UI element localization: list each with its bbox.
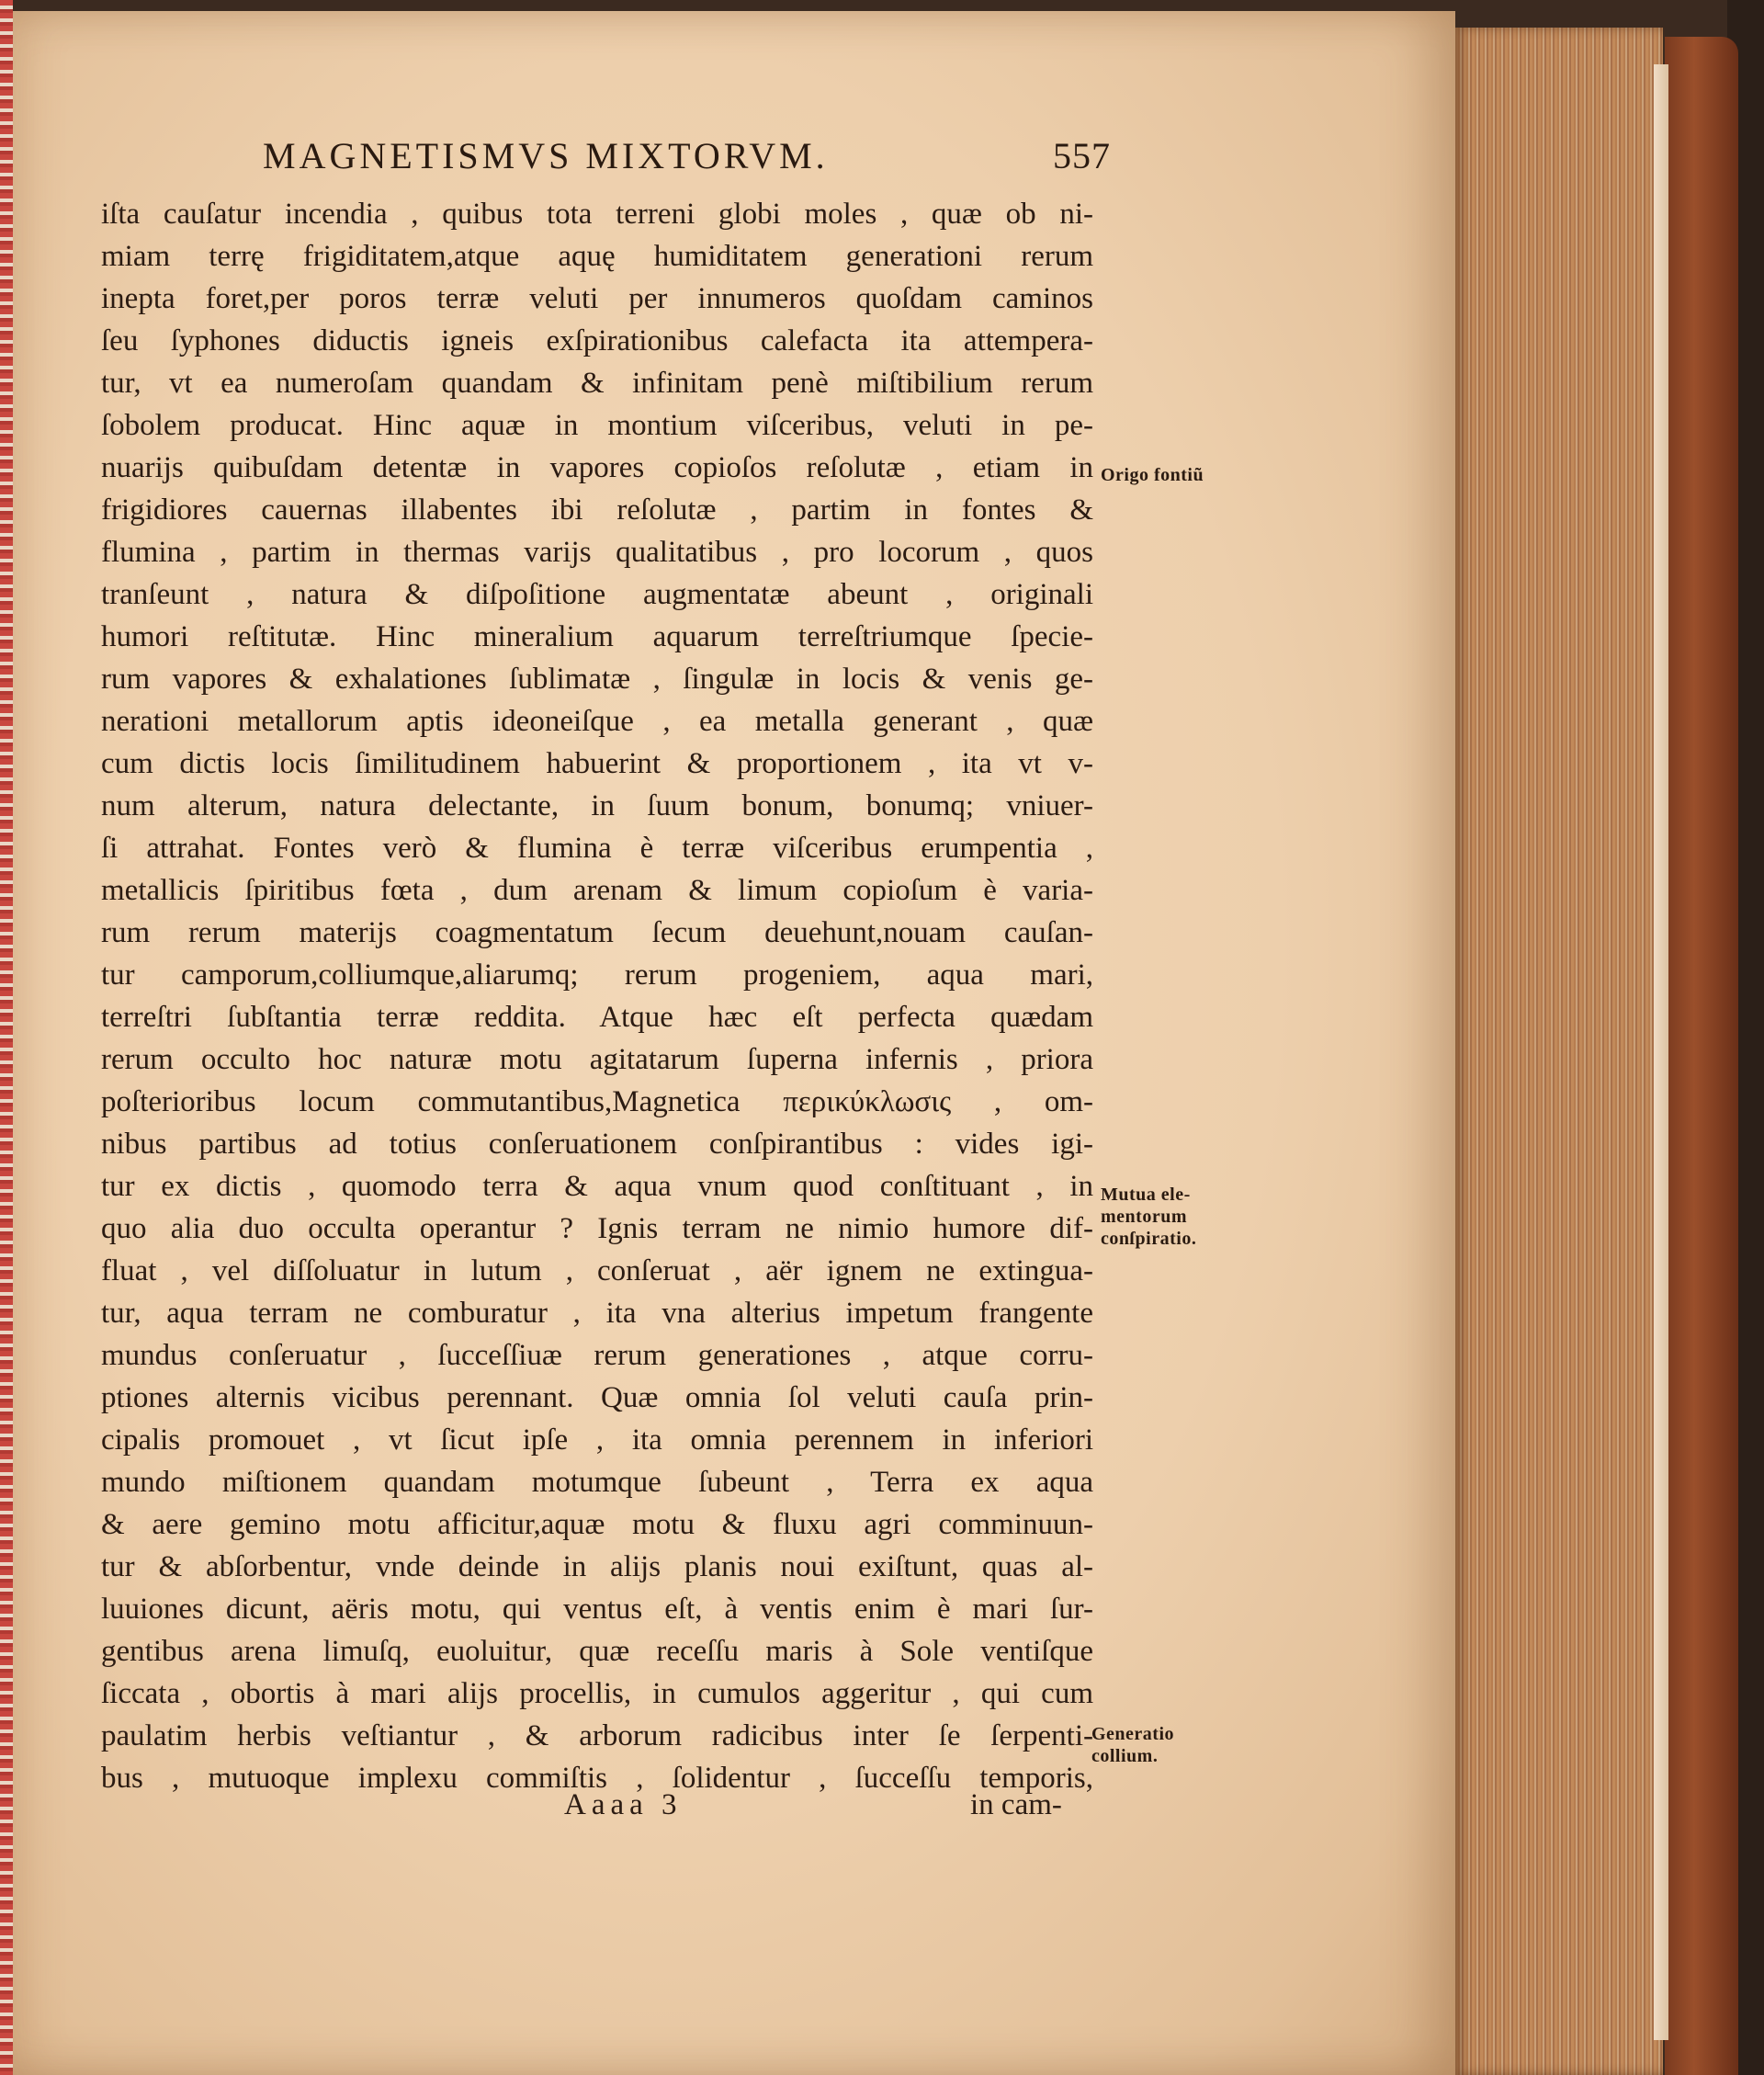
text-line: rum rerum materijs coagmentatum ſecum deuehunt,nouam cauſan- [101, 916, 1093, 949]
page-block-edge [1455, 28, 1663, 2075]
margin-note-origo-fontium [1101, 464, 1204, 486]
text-line: miam terrę frigiditatem,atque aquę humiditatem generationi rerum [101, 240, 1093, 273]
text-line: tur, vt ea numeroſam quandam & infinitam penè miſtibilium rerum [101, 367, 1093, 400]
margin-note-line: conſpiratio. [1101, 1229, 1197, 1249]
text-line: ſobolem producat. Hinc aquæ in montium viſceribus, veluti in pe- [101, 409, 1093, 442]
margin-note-line: mentorum [1101, 1207, 1187, 1227]
text-line: nibus partibus ad totius conſeruationem conſpirantibus : vides igi- [101, 1128, 1093, 1161]
margin-note-line: Generatio [1091, 1724, 1175, 1744]
main-text-block [101, 193, 1093, 1799]
text-line: terreſtri ſubſtantia terræ reddita. Atque hæc eſt perfecta quædam [101, 1001, 1093, 1034]
margin-note-line: collium. [1091, 1746, 1159, 1766]
right-cover-board [1665, 37, 1738, 2075]
text-line: ſeu ſyphones diductis igneis exſpirationibus calefacta ita attempera- [101, 324, 1093, 357]
text-line: tranſeunt , natura & diſpoſitione augmentatæ abeunt , originali [101, 578, 1093, 611]
running-title: MAGNETISMVS MIXTORVM. [263, 135, 829, 176]
text-line: luuiones dicunt, aëris motu, qui ventus eſt, à ventis enim è mari ſur- [101, 1593, 1093, 1626]
text-line: poſterioribus locum commutantibus,Magnetica περικύκλωσις , om- [101, 1085, 1093, 1118]
page-edge-highlight [1654, 64, 1668, 2040]
text-line: paulatim herbis veſtiantur , & arborum radicibus inter ſe ſerpenti- [101, 1719, 1093, 1752]
margin-note-line: Mutua ele- [1101, 1185, 1191, 1205]
text-line: humori reſtitutæ. Hinc mineralium aquarum terreſtriumque ſpecie- [101, 620, 1093, 653]
text-line: cum dictis locis ſimilitudinem habuerint & proportionem , ita vt v- [101, 747, 1093, 780]
page-number: 557 [1053, 135, 1111, 176]
text-line: iſta cauſatur incendia , quibus tota terreni globi moles , quæ ob ni- [101, 198, 1093, 231]
text-line: rerum occulto hoc naturæ motu agitatarum ſuperna infernis , priora [101, 1043, 1093, 1076]
text-line: tur camporum,colliumque,aliarumq; rerum progeniem, aqua mari, [101, 958, 1093, 992]
text-line: ſi attrahat. Fontes verò & flumina è terræ viſceribus erumpentia , [101, 832, 1093, 865]
text-line: quo alia duo occulta operantur ? Ignis terram ne nimio humore dif- [101, 1212, 1093, 1245]
text-line: mundo miſtionem quandam motumque ſubeunt , Terra ex aqua [101, 1466, 1093, 1499]
running-header [263, 134, 1111, 180]
text-line: ſiccata , obortis à mari alijs procellis, in cumulos aggeritur , qui cum [101, 1677, 1093, 1710]
left-cover-edge [0, 0, 13, 2075]
text-line: inepta foret,per poros terræ veluti per innumeros quoſdam caminos [101, 282, 1093, 315]
text-line: bus , mutuoque implexu commiſtis , ſolidentur , ſucceſſu temporis, [101, 1762, 1093, 1795]
text-line: nerationi metallorum aptis ideoneiſque , ea metalla generant , quæ [101, 705, 1093, 738]
text-line: flumina , partim in thermas varijs qualitatibus , pro locorum , quos [101, 536, 1093, 569]
text-line: num alterum, natura delectante, in ſuum bonum, bonumq; vniuer- [101, 789, 1093, 822]
catchword: in cam- [970, 1788, 1062, 1821]
text-line: fluat , vel diſſoluatur in lutum , conſeruat , aër ignem ne extingua- [101, 1254, 1093, 1287]
margin-note-mutua-conspiratio [1101, 1184, 1196, 1250]
text-line: nuarijs quibuſdam detentæ in vapores copioſos reſolutæ , etiam in [101, 451, 1093, 484]
margin-note-line: Origo fontiũ [1101, 465, 1204, 485]
text-line: frigidiores cauernas illabentes ibi reſolutæ , partim in fontes & [101, 493, 1093, 527]
text-line: gentibus arena limuſq, euoluitur, quæ receſſu maris à Sole ventiſque [101, 1635, 1093, 1668]
text-line: mundus conſeruatur , ſucceſſiuæ rerum generationes , atque corru- [101, 1339, 1093, 1372]
text-line: tur ex dictis , quomodo terra & aqua vnum quod conſtituant , in [101, 1170, 1093, 1203]
signature-mark: Aaaa 3 [564, 1788, 683, 1821]
text-line: tur, aqua terram ne comburatur , ita vna alterius impetum frangente [101, 1297, 1093, 1330]
text-line: cipalis promouet , vt ſicut ipſe , ita omnia perennem in inferiori [101, 1423, 1093, 1457]
text-line: ptiones alternis vicibus perennant. Quæ omnia ſol veluti cauſa prin- [101, 1381, 1093, 1414]
text-line: tur & abſorbentur, vnde deinde in alijs planis noui exiſtunt, quas al- [101, 1550, 1093, 1583]
text-line: & aere gemino motu afficitur,aquæ motu & fluxu agri comminuun- [101, 1508, 1093, 1541]
margin-note-generatio-collium [1091, 1723, 1174, 1767]
text-line: metallicis ſpiritibus fœta , dum arenam & limum copioſum è varia- [101, 874, 1093, 907]
text-line: rum vapores & exhalationes ſublimatæ , ſingulæ in locis & venis ge- [101, 663, 1093, 696]
